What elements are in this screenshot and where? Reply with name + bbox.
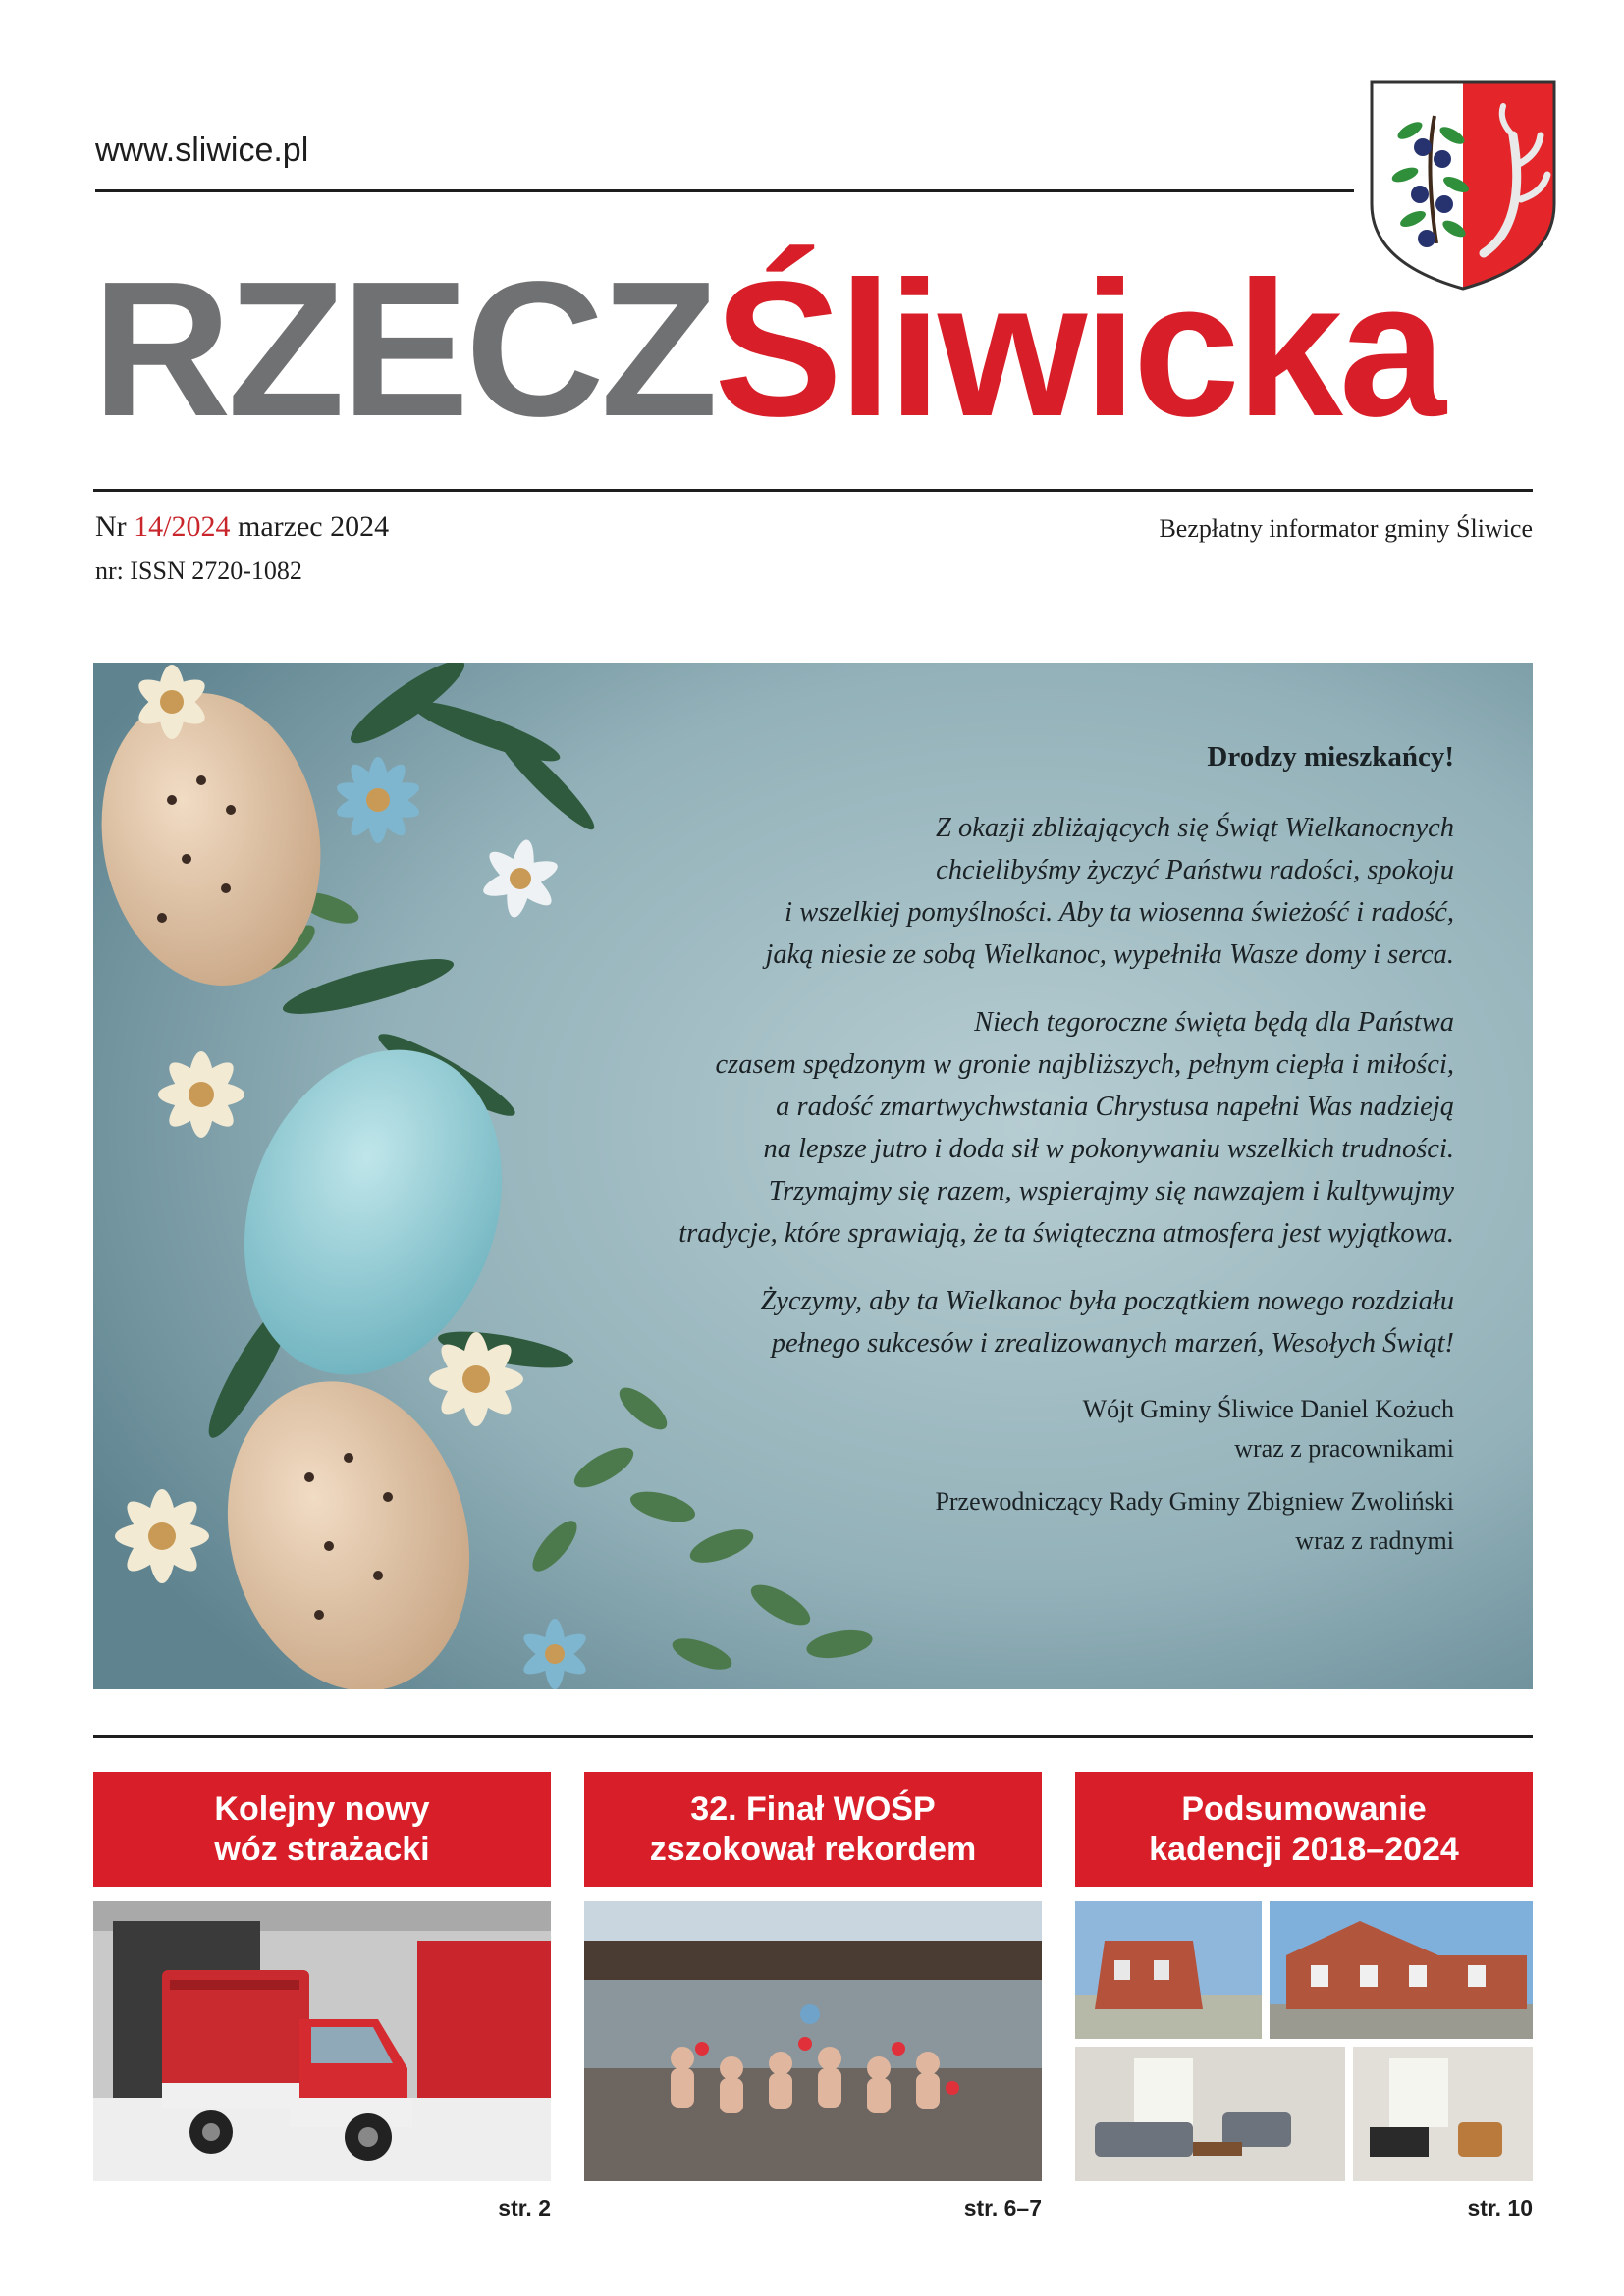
greeting-line: i wszelkiej pomyślności. Aby ta wiosenna świeżość i radość, <box>785 897 1454 928</box>
signature-line: wraz z radnymi <box>1295 1526 1454 1555</box>
greeting-line: Niech tegoroczne święta będą dla Państwa <box>974 1007 1454 1038</box>
station-building-photo[interactable] <box>1075 1901 1533 2181</box>
signature-line: Wójt Gminy Śliwice Daniel Kożuch <box>1082 1395 1454 1423</box>
signature-council <box>472 1482 1454 1561</box>
greeting-text <box>472 741 1454 1561</box>
greeting-line: czasem spędzonym w gronie najbliższych, pełnym ciepła i miłości, <box>715 1049 1454 1080</box>
greeting-line: chcielibyśmy życzyć Państwu radości, spokoju <box>936 855 1454 885</box>
signature-line: Przewodniczący Rady Gminy Zbigniew Zwoliński <box>935 1487 1454 1516</box>
greeting-line: jaką niesie ze sobą Wielkanoc, wypełniła Wasze domy i serca. <box>765 939 1454 970</box>
greeting-line: Z okazji zbliżających się Świąt Wielkanocnych <box>936 813 1454 843</box>
winter-swimmers-photo[interactable] <box>584 1901 1042 2181</box>
greeting-line: na lepsze jutro i doda sił w pokonywaniu wszelkich trudności. <box>763 1134 1454 1164</box>
issue-prefix: Nr <box>95 510 135 543</box>
greeting-paragraph-3 <box>472 1280 1454 1364</box>
fire-truck-photo[interactable] <box>93 1901 551 2181</box>
signature-line: wraz z pracownikami <box>1234 1434 1454 1463</box>
easter-greeting-panel <box>93 663 1533 1689</box>
teaser-title-line: Podsumowanie <box>1181 1789 1427 1828</box>
greeting-line: Życzymy, aby ta Wielkanoc była początkiem nowego rozdziału <box>760 1286 1454 1316</box>
issn: nr: ISSN 2720-1082 <box>95 557 302 585</box>
greeting-line: tradycje, które sprawiają, że ta świąteczna atmosfera jest wyjątkowa. <box>678 1218 1454 1249</box>
teaser-title-line: kadencji 2018–2024 <box>1149 1830 1459 1868</box>
greeting-line: a radość zmartwychwstania Chrystusa napełni Was nadzieją <box>776 1092 1454 1122</box>
teaser-title-line: wóz strażacki <box>214 1830 430 1868</box>
teaser-2-page[interactable]: str. 6–7 <box>963 2195 1042 2220</box>
header-divider-top <box>95 189 1354 192</box>
teaser-2-header[interactable] <box>584 1772 1042 1887</box>
signature-mayor <box>472 1390 1454 1468</box>
teaser-title-line: 32. Finał WOŚP <box>690 1789 936 1828</box>
issue-number: 14/2024 <box>134 510 231 543</box>
greeting-paragraph-2 <box>472 1001 1454 1255</box>
greeting-paragraph-1 <box>472 807 1454 976</box>
greeting-line: pełnego sukcesów i zrealizowanych marzeń, Wesołych Świąt! <box>771 1328 1454 1359</box>
issue-date: marzec 2024 <box>230 510 390 543</box>
greeting-line: Trzymajmy się razem, wspierajmy się nawzajem i kultywujmy <box>768 1176 1454 1206</box>
teaser-title-line: zszokował rekordem <box>649 1830 977 1868</box>
teaser-3-header[interactable] <box>1075 1772 1533 1887</box>
greeting-salutation: Drodzy mieszkańcy! <box>1207 741 1454 773</box>
section-divider <box>93 1735 1533 1738</box>
issue-info <box>95 510 389 544</box>
site-url[interactable]: www.sliwice.pl <box>95 132 309 169</box>
teaser-3-page[interactable]: str. 10 <box>1467 2195 1533 2220</box>
masthead-title <box>92 241 1442 456</box>
teaser-1-header[interactable] <box>93 1772 551 1887</box>
teaser-1-page[interactable]: str. 2 <box>498 2195 551 2220</box>
tagline: Bezpłatny informator gminy Śliwice <box>1159 514 1533 543</box>
masthead-part-2: Śliwicka <box>714 241 1442 456</box>
teaser-title-line: Kolejny nowy <box>214 1789 430 1828</box>
masthead-part-1: RZECZ <box>92 241 715 456</box>
header-divider-bottom <box>93 489 1533 492</box>
